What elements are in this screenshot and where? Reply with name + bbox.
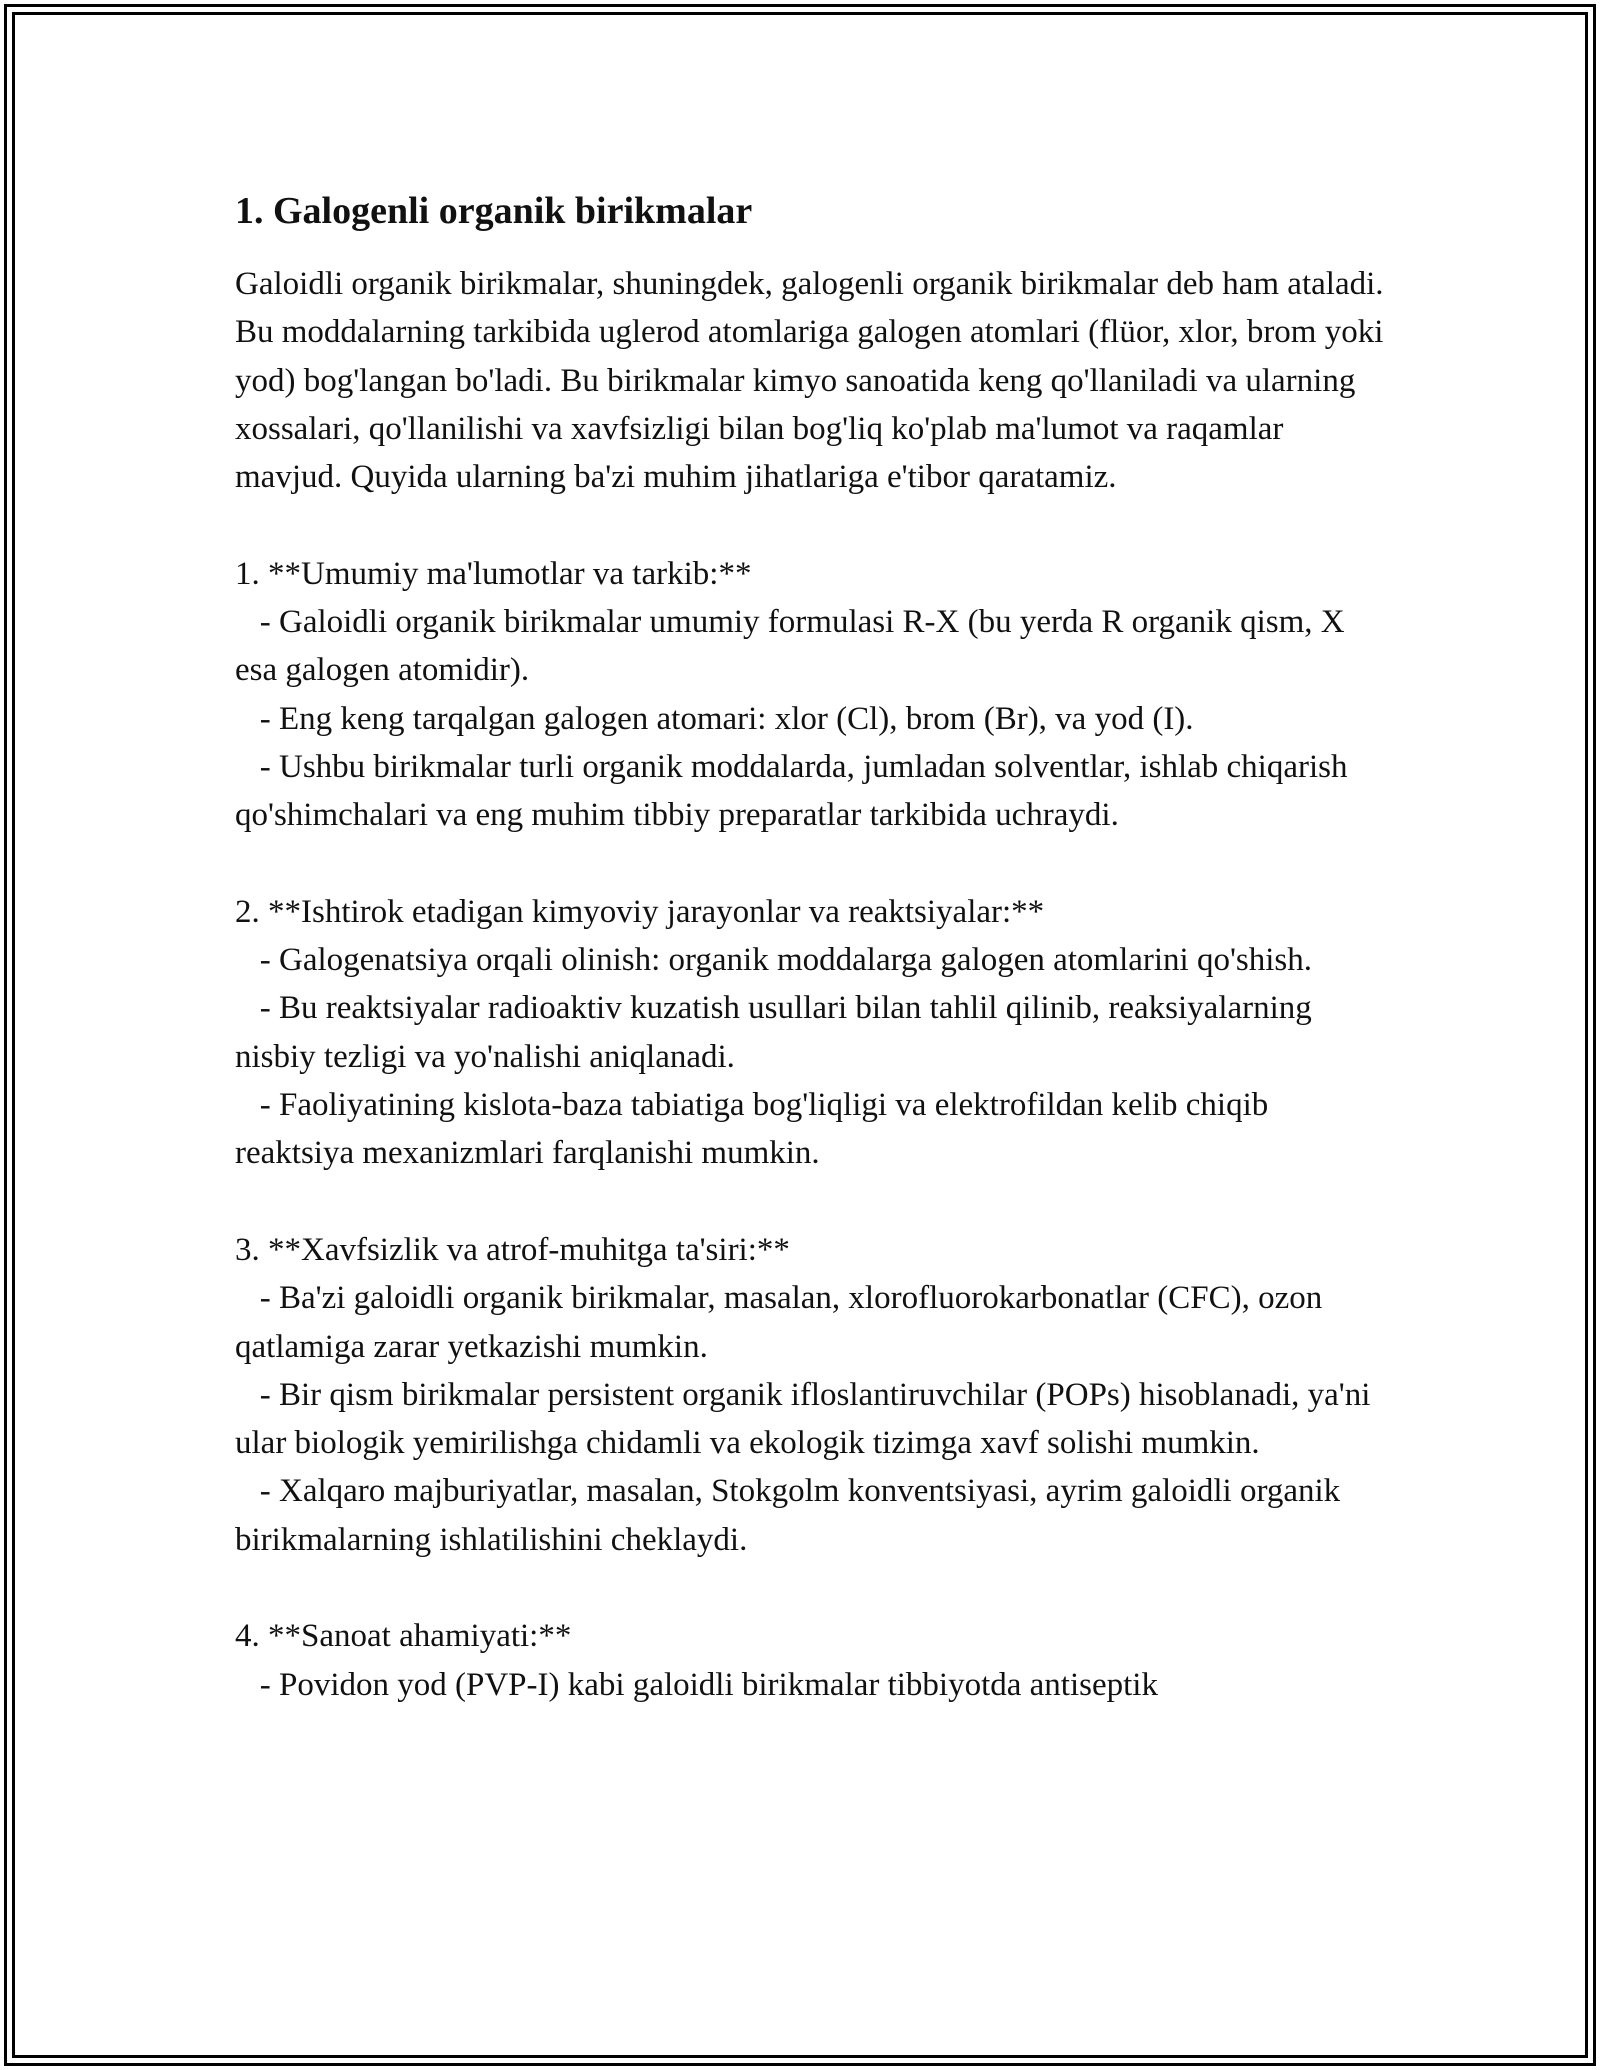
- section-heading: 2. **Ishtirok etadigan kimyoviy jarayonlar va reaktsiyalar:**: [235, 893, 1045, 930]
- section-heading: 4. **Sanoat ahamiyati:**: [235, 1618, 572, 1655]
- intro-paragraph: Galoidli organik birikmalar, shuningdek, galogenli organik birikmalar deb ham ataladi. Bu moddalarning tarkibida uglerod atomlariga galogen atomlari (flüor, xlor, brom yoki yod) bog'langan bo'ladi. Bu birikmalar kimyo sanoatida keng qo'llaniladi va ularning xossalari, qo'llanilishi va xavfsizligi bilan bog'liq ko'plab ma'lumot va raqamlar mavjud. Quyida ularning ba'zi muhim jihatlariga e'tibor qaratamiz.: [235, 266, 1392, 496]
- list-item: - Galogenatsiya orqali olinish: organik moddalarga galogen atomlarini qo'shish.: [235, 942, 1313, 979]
- list-item: - Bu reaktsiyalar radioaktiv kuzatish usullari bilan tahlil qilinib, reaksiyalarning nisbiy tezligi va yo'nalishi aniqlanadi.: [235, 990, 1321, 1075]
- document-title: 1. Galogenli organik birikmalar: [235, 190, 753, 232]
- section-spacer: [235, 840, 1385, 888]
- section-heading: 1. **Umumiy ma'lumotlar va tarkib:**: [235, 555, 752, 592]
- section-3: [235, 1226, 1385, 1564]
- list-item: - Xalqaro majburiyatlar, masalan, Stokgolm konventsiyasi, ayrim galoidli organik birikmalarning ishlatilishini cheklaydi.: [235, 1473, 1349, 1558]
- section-2: [235, 888, 1385, 1178]
- section-4: [235, 1612, 1385, 1709]
- list-item: - Eng keng tarqalgan galogen atomari: xlor (Cl), brom (Br), va yod (I).: [235, 700, 1194, 737]
- list-item: - Ushbu birikmalar turli organik moddalarda, jumladan solventlar, ishlab chiqarish qo'shimchalari va eng muhim tibbiy preparatlar tarkibida uchraydi.: [235, 748, 1356, 834]
- section-heading: 3. **Xavfsizlik va atrof-muhitga ta'siri:**: [235, 1231, 790, 1268]
- section-spacer: [235, 501, 1385, 549]
- section-1: [235, 550, 1385, 840]
- section-spacer: [235, 1564, 1385, 1612]
- list-item: - Galoidli organik birikmalar umumiy formulasi R-X (bu yerda R organik qism, X esa galogen atomidir).: [235, 604, 1353, 689]
- list-item: - Povidon yod (PVP-I) kabi galoidli birikmalar tibbiyotda antiseptik: [235, 1666, 1158, 1703]
- list-item: - Bir qism birikmalar persistent organik ifloslantiruvchilar (POPs) hisoblanadi, ya'ni ular biologik yemirilishga chidamli va ekologik tizimga xavf solishi mumkin.: [235, 1376, 1379, 1462]
- list-item: - Faoliyatining kislota-baza tabiatiga bog'liqligi va elektrofildan kelib chiqib reaktsiya mexanizmlari farqlanishi mumkin.: [235, 1087, 1277, 1172]
- list-item: - Ba'zi galoidli organik birikmalar, masalan, xlorofluorokarbonatlar (CFC), ozon qatlamiga zarar yetkazishi mumkin.: [235, 1280, 1331, 1365]
- document-body: [235, 186, 1392, 1709]
- section-spacer: [235, 1178, 1385, 1226]
